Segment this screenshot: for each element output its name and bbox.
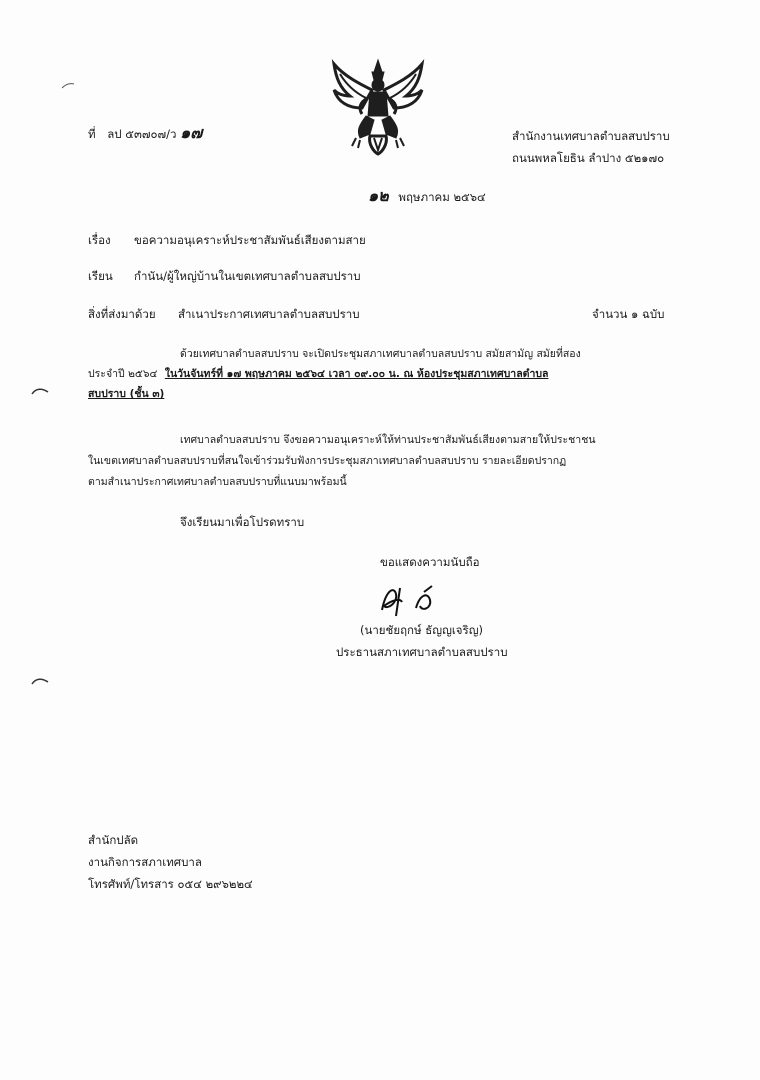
body-p1-line3: สบปราบ (ชั้น ๓) — [88, 388, 165, 400]
ref-number: ลป ๕๓๗๐๗/ว — [107, 127, 177, 141]
ref-handwritten: ๑๗ — [180, 123, 203, 142]
body-p2-line3: ตามสำเนาประกาศเทศบาลตำบลสบปราบที่แนบมาพร้อมนี้ — [88, 476, 347, 488]
ref-label: ที่ — [88, 127, 96, 141]
body-p2-line1: เทศบาลตำบลสบปราบ จึงขอความอนุเคราะห์ให้ท่านประชาสัมพันธ์เสียงตามสายให้ประชาชน — [180, 434, 596, 446]
footer-dept: สำนักปลัด — [88, 833, 139, 847]
garuda-emblem-icon — [330, 58, 426, 156]
subject-label: เรื่อง — [88, 233, 111, 247]
ref-line — [88, 125, 202, 142]
body-p1-line2 — [88, 366, 548, 382]
recipient-label: เรียน — [88, 269, 113, 283]
enclosure-count: จำนวน ๑ ฉบับ — [592, 307, 665, 321]
date-text: พฤษภาคม ๒๕๖๔ — [398, 190, 486, 204]
signature-closing: ขอแสดงความนับถือ — [380, 555, 480, 569]
closing-request: จึงเรียนมาเพื่อโปรดทราบ — [180, 515, 305, 529]
enclosure-text: สำเนาประกาศเทศบาลตำบลสบปราบ — [178, 307, 360, 321]
recipient-text: กำนัน/ผู้ใหญ่บ้านในเขตเทศบาลตำบลสบปราบ — [134, 269, 361, 283]
footer-section: งานกิจการสภาเทศบาล — [88, 855, 202, 869]
scan-mark-icon — [60, 80, 76, 90]
body-p1-line2-bold: ในวันจันทร์ที่ ๑๗ พฤษภาคม ๒๕๖๔ เวลา ๐๙.๐๐ น. ณ ห้องประชุมสภาเทศบาลตำบล — [164, 368, 549, 380]
footer-phone: โทรศัพท์/โทรสาร ๐๕๔ ๒๙๖๒๒๔ — [88, 877, 253, 891]
date-line — [368, 188, 486, 205]
body-p2-line2: ในเขตเทศบาลตำบลสบปราบที่สนใจเข้าร่วมรับฟังการประชุมสภาเทศบาลตำบลสบปราบ รายละเอียดปรากฏ — [88, 455, 567, 467]
handwritten-signature-icon — [372, 580, 452, 620]
scan-mark-icon — [30, 386, 50, 396]
subject-text: ขอความอนุเคราะห์ประชาสัมพันธ์เสียงตามสาย — [134, 233, 366, 247]
enclosure-label: สิ่งที่ส่งมาด้วย — [88, 307, 156, 321]
signature-position: ประธานสภาเทศบาลตำบลสบปราบ — [336, 645, 508, 659]
body-p1-line1: ด้วยเทศบาลตำบลสบปราบ จะเปิดประชุมสภาเทศบาลตำบลสบปราบ สมัยสามัญ สมัยที่สอง — [180, 348, 581, 360]
signature-name: (นายชัยฤกษ์ ธัญญเจริญ) — [360, 623, 483, 637]
scan-mark-icon — [30, 676, 50, 686]
office-line-2: ถนนพหลโยธิน ลำปาง ๕๒๑๗๐ — [512, 151, 665, 165]
body-p1-line2-plain: ประจำปี ๒๕๖๔ — [88, 368, 158, 380]
office-line-1: สำนักงานเทศบาลตำบลสบปราบ — [512, 129, 670, 143]
date-day-handwritten: ๑๒ — [368, 186, 389, 205]
